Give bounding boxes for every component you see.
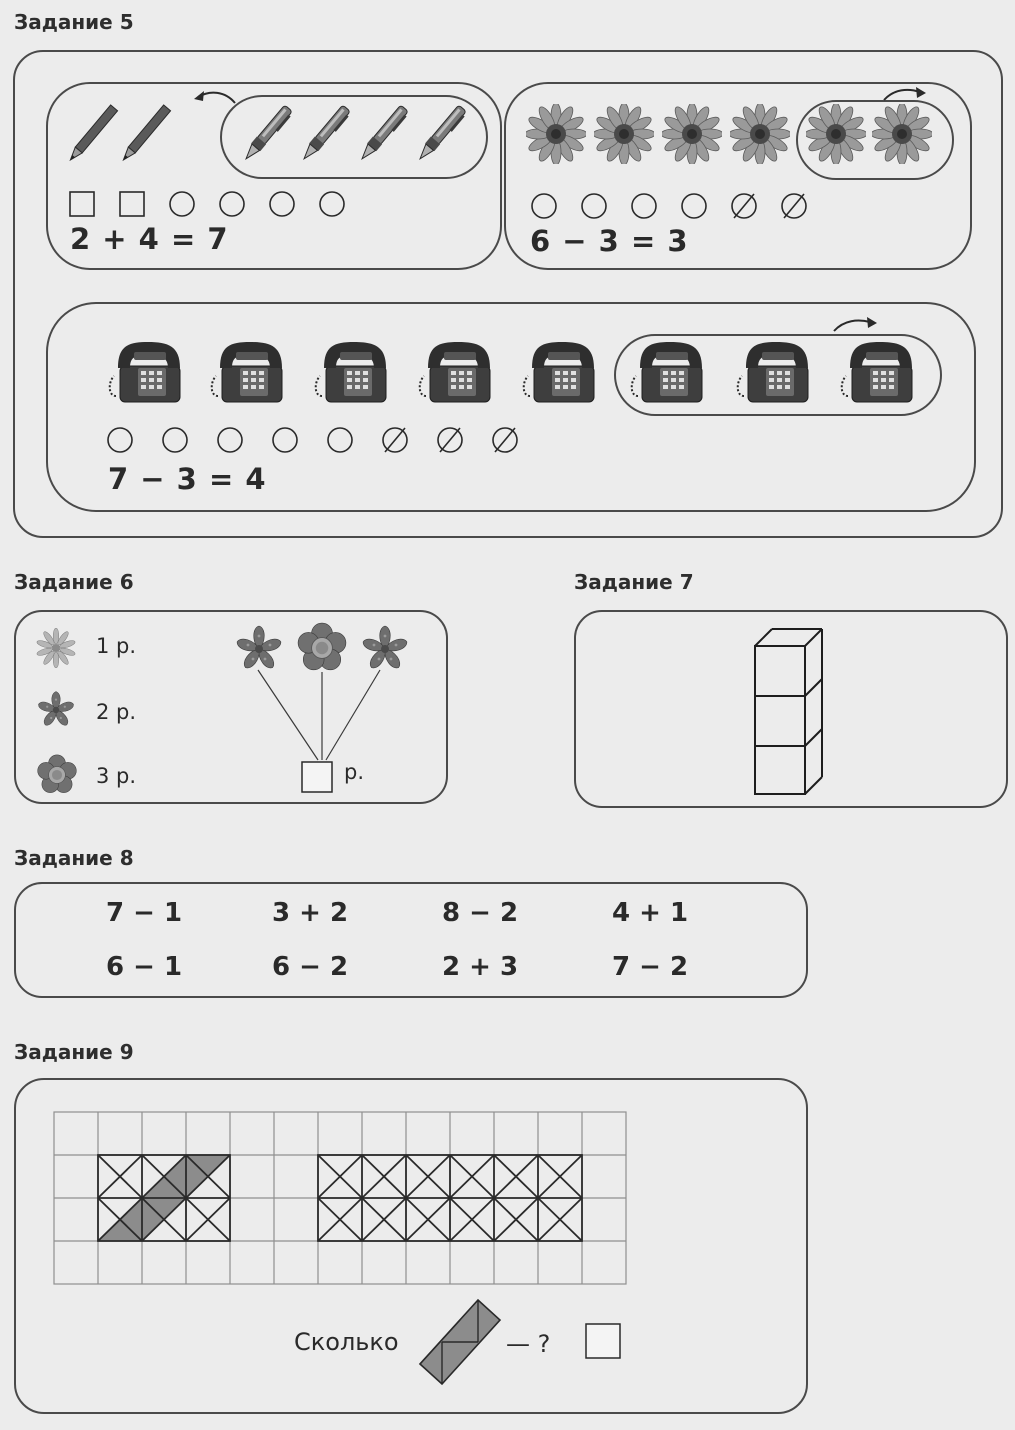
phones-counting-shapes: [106, 426, 526, 456]
gerbera-flower-icon: [662, 104, 722, 164]
telephone-icon: [314, 338, 394, 408]
pen-icon: [236, 100, 296, 170]
gerbera-flower-icon: [526, 104, 586, 164]
task5-title: Задание 5: [14, 10, 134, 34]
expression: 7 − 1: [106, 898, 183, 928]
flower-icon: [36, 754, 78, 796]
telephone-icon: [630, 338, 710, 408]
move-arrow-icon: [880, 84, 930, 104]
equation-pens: 2 + 4 = 7: [70, 222, 229, 256]
telephone-icon: [522, 338, 602, 408]
grid-figure: [50, 1108, 630, 1288]
diagonal-tile-icon: [414, 1296, 504, 1386]
expression: 3 + 2: [272, 898, 349, 928]
cube-stack-icon: [750, 626, 830, 796]
telephone-icon: [736, 338, 816, 408]
price-2: 2 р.: [96, 700, 137, 724]
equation-flowers: 6 − 3 = 3: [530, 224, 689, 258]
pencil-icon: [115, 100, 175, 170]
pens-counting-shapes: [68, 190, 358, 220]
equation-phones: 7 − 3 = 4: [108, 462, 267, 496]
flower-icon: [360, 624, 410, 674]
move-arrow-icon: [830, 314, 882, 334]
expression: 4 + 1: [612, 898, 689, 928]
flower-icon: [296, 622, 348, 674]
expression: 6 − 1: [106, 952, 183, 982]
telephone-icon: [840, 338, 920, 408]
flower-icon: [234, 624, 284, 674]
move-arrow-icon: [190, 85, 240, 107]
flowers-counting-shapes: [528, 192, 818, 222]
answer-box[interactable]: [584, 1322, 624, 1362]
gerbera-flower-icon: [730, 104, 790, 164]
task6-title: Задание 6: [14, 570, 134, 594]
telephone-icon: [210, 338, 290, 408]
gerbera-flower-icon: [594, 104, 654, 164]
flower-icon: [36, 628, 76, 668]
task8-title: Задание 8: [14, 846, 134, 870]
question-word: Сколько: [294, 1328, 399, 1356]
pen-icon: [352, 100, 412, 170]
pen-icon: [294, 100, 354, 170]
telephone-icon: [418, 338, 498, 408]
answer-unit: р.: [344, 760, 365, 784]
price-3: 3 р.: [96, 764, 137, 788]
task9-title: Задание 9: [14, 1040, 134, 1064]
price-1: 1 р.: [96, 634, 137, 658]
pen-icon: [410, 100, 470, 170]
gerbera-flower-icon: [872, 104, 932, 164]
gerbera-flower-icon: [806, 104, 866, 164]
expression: 6 − 2: [272, 952, 349, 982]
telephone-icon: [108, 338, 188, 408]
expression: 8 − 2: [442, 898, 519, 928]
expression: 7 − 2: [612, 952, 689, 982]
expression: 2 + 3: [442, 952, 519, 982]
question-tail: — ?: [506, 1330, 551, 1358]
flower-icon: [36, 690, 76, 730]
task7-title: Задание 7: [574, 570, 694, 594]
pencil-icon: [62, 100, 122, 170]
